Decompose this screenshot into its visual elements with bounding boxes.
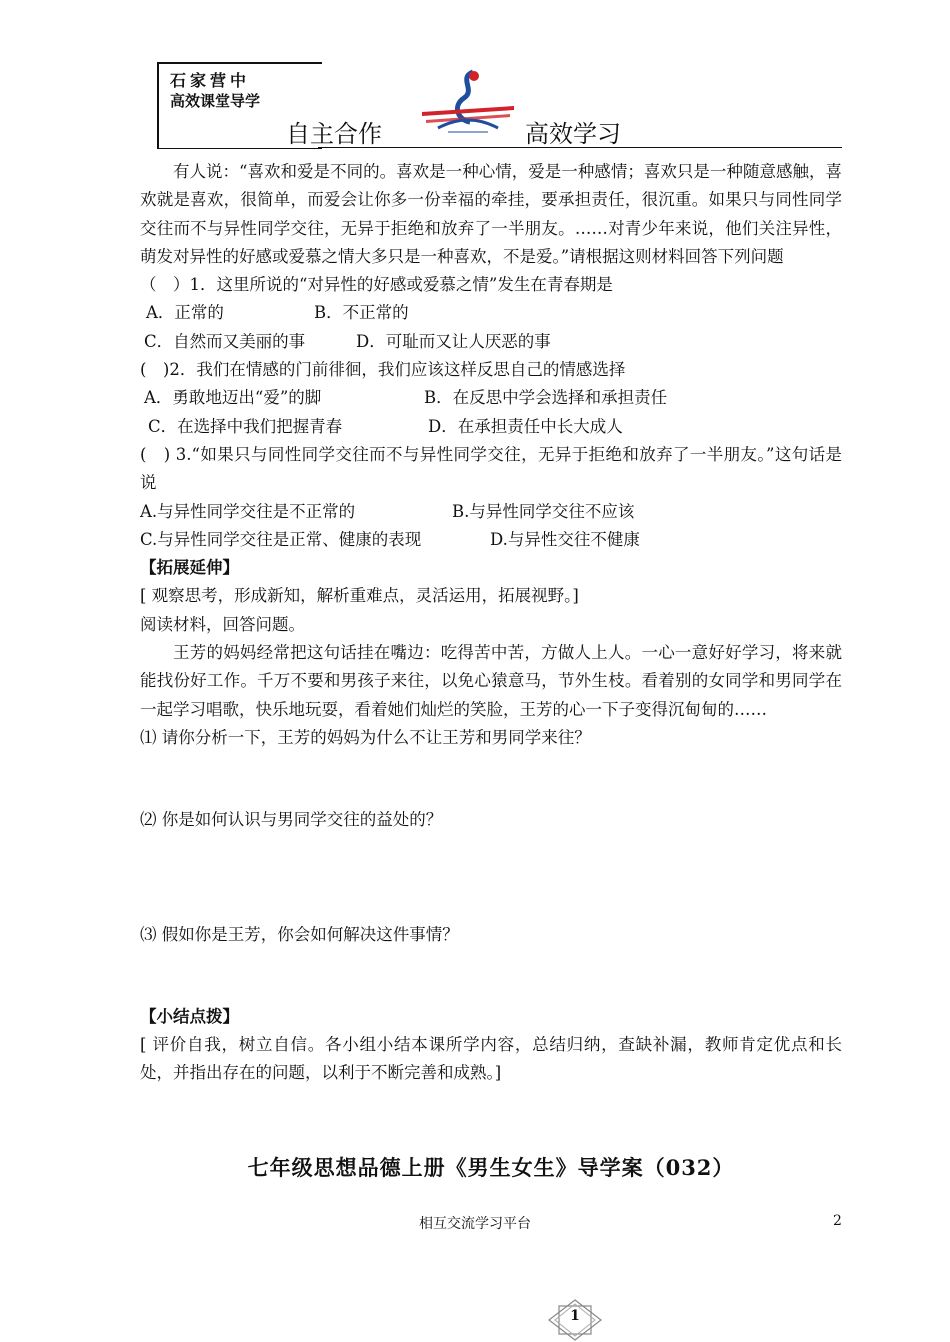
answer-space <box>140 949 842 1003</box>
extension-question-3: ⑶ 假如你是王芳，你会如何解决这件事情？ <box>140 924 459 944</box>
school-logo-icon <box>418 68 518 140</box>
option-c: C.与异性同学交往是正常、健康的表现 <box>140 529 422 549</box>
worksheet-body <box>140 158 842 1088</box>
summary-text: [ 评价自我，树立自信。各小组小结本课所学内容，总结归纳，查缺补漏，教师肯定优点和长处，并指出存在的问题，以利于不断完善和成熟。] <box>140 1035 842 1083</box>
document-title: 七年级思想品德上册《男生女生》导学案（032） <box>247 1155 735 1180</box>
question-stem: （ ）1．这里所说的“对异性的好感或爱慕之情”发生在青春期是 <box>140 275 613 295</box>
option-c: C．在选择中我们把握青春 <box>148 416 343 436</box>
slogan-left: 自主合作 <box>286 120 382 148</box>
extension-guide: [ 观察思考，形成新知，解析重难点，灵活运用，拓展视野。] <box>140 586 579 606</box>
answer-space <box>140 835 842 921</box>
extension-question-2: ⑵ 你是如何认识与男同学交往的益处的？ <box>140 810 443 830</box>
option-a: A．正常的 <box>146 303 224 323</box>
option-row <box>140 299 842 327</box>
extension-question-1: ⑴ 请你分析一下，王芳的妈妈为什么不让王芳和男同学来往？ <box>140 727 591 747</box>
option-b: B．不正常的 <box>314 303 409 323</box>
option-row <box>140 328 842 356</box>
material-paragraph: 有人说：“喜欢和爱是不同的。喜欢是一种心情，爱是一种感情；喜欢只是一种随意感触，喜欢就是喜欢，很简单，而爱会让你多一份幸福的牵挂，要承担责任，很沉重。如果只与同性同学交往而不与异性同学交往，无异于拒绝和放弃了一半朋友。……对青少年来说，他们关注异性，萌发对异性的好感或爱慕之情大多只是一种喜欢，不是爱。”请根据这则材料回答下列问题 <box>140 162 842 266</box>
option-row <box>140 384 842 412</box>
option-a: A.与异性同学交往是不正常的 <box>140 501 356 521</box>
option-a: A．勇敢地迈出“爱”的脚 <box>144 388 322 408</box>
option-row <box>140 526 842 554</box>
question-3 <box>140 441 842 554</box>
option-b: B.与异性同学交往不应该 <box>452 501 635 521</box>
option-row <box>140 413 842 441</box>
question-stem: ( ) 3.“如果只与同性同学交往而不与异性同学交往，无异于拒绝和放弃了一半朋友。”这句话是说 <box>140 444 842 493</box>
option-b: B．在反思中学会选择和承担责任 <box>424 388 668 408</box>
question-2 <box>140 356 842 441</box>
school-name: 石家营中 <box>170 71 251 90</box>
option-c: C．自然而又美丽的事 <box>144 331 306 351</box>
option-d: D.与异性交往不健康 <box>490 529 640 549</box>
option-row <box>140 498 842 526</box>
header-rule <box>318 147 842 148</box>
extension-story: 王芳的妈妈经常把这句话挂在嘴边：吃得苦中苦，方做人上人。一心一意好好学习，将来就能找份好工作。千万不要和男孩子来往，以免心猿意马，节外生枝。看着别的女同学和男同学在一起学习唱歌，快乐地玩耍，看着她们灿烂的笑脸，王芳的心一下子变得沉甸甸的…… <box>140 643 842 719</box>
extension-heading: 【拓展延伸】 <box>140 558 239 578</box>
footer-text: 相互交流学习平台 <box>419 1216 531 1232</box>
extension-instruction: 阅读材料，回答问题。 <box>140 614 305 634</box>
option-d: D．可耻而又让人厌恶的事 <box>356 331 551 351</box>
slogan-right: 高效学习 <box>525 120 621 148</box>
answer-space <box>140 752 842 806</box>
page-number: 2 <box>833 1213 842 1229</box>
summary-heading: 【小结点拨】 <box>140 1006 239 1026</box>
header-subtitle: 高效课堂导学 <box>170 92 261 110</box>
question-stem: ( )2．我们在情感的门前徘徊，我们应该这样反思自己的情感选择 <box>140 360 626 380</box>
question-1 <box>140 271 842 356</box>
option-d: D．在承担责任中长大成人 <box>428 416 623 436</box>
badge-number: 1 <box>570 1308 580 1324</box>
